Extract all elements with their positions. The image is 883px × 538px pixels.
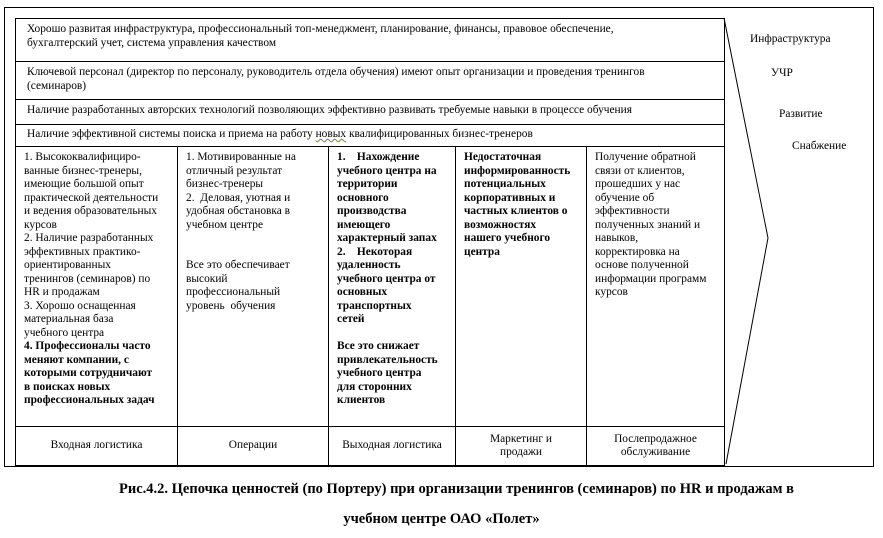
support-row-text-prefix: Наличие эффективной системы поиска и приема на работу [27,128,316,140]
primary-cell-line: нашего учебного [464,232,551,244]
primary-cell-line: и ведения образовательных [24,205,158,217]
primary-cell-line: полученных знаний и [595,218,701,231]
primary-cell-line: 1. Нахождение [337,151,420,163]
primary-cell-line: для сторонних [337,380,412,393]
primary-title-marketing-sales [456,427,587,466]
figure-caption [0,474,883,534]
primary-title-inbound-logistics [16,427,178,466]
primary-cell-line: учебного центра [337,367,422,379]
primary-cell-line: уровень обучения [186,299,276,312]
primary-cell-line: основе полученной [595,259,689,271]
primary-title-text: обслуживание [620,446,691,458]
primary-cell-line: практической деятельности [24,191,159,204]
support-label-hr: УЧР [771,67,793,79]
support-label-infrastructure: Инфраструктура [750,33,831,45]
primary-cell-line: удаленность [337,259,401,271]
primary-cell-line: Получение обратной [595,151,696,163]
primary-cell-line: профессиональный [186,286,281,298]
primary-cell-line: транспортных [337,299,412,312]
support-row-text [27,128,713,142]
primary-cell-outbound-logistics [329,147,456,427]
primary-cell-line: 2. Наличие разработанных [24,232,154,244]
primary-cell-line: HR и продажам [24,286,100,298]
primary-cell-line: имеющего [337,218,391,231]
primary-cell-line: 2. Деловая, уютная и [186,191,291,204]
primary-cell-line: ванные бизнес-тренеры, [24,164,142,177]
primary-cell-line: возможностях [464,218,537,231]
primary-cell-line: 1. Высококвалифициро- [24,151,141,163]
primary-cell-line: учебного центра от [337,272,436,285]
primary-cell-line: характерный запах [337,232,437,244]
primary-cell-line [186,232,321,246]
primary-cell-line: 3. Хорошо оснащенная [24,299,136,312]
support-row-text-suffix: квалифицированных бизнес-тренеров [346,128,533,140]
primary-title-outbound-logistics [329,427,456,466]
primary-title-text: Маркетинг и [490,432,552,445]
support-row-text: Наличие разработанных авторских технологий позволяющих эффективно развивать требуемые навыки в процессе обучения [27,104,632,116]
support-row-infrastructure [16,19,725,62]
primary-cell-line: обучение об [595,191,655,204]
primary-cell-line: основных [337,286,388,298]
primary-cell-line: материальная база [24,313,114,325]
primary-title-text: Выходная логистика [342,439,442,452]
primary-cell-line: производства [337,205,407,217]
primary-title-operations [178,427,329,466]
primary-cell-after-sales-service [587,147,725,427]
primary-cell-line: 4. Профессионалы часто [24,340,151,352]
support-label-development: Развитие [779,108,823,120]
primary-cell-line: отличный результат [186,164,283,177]
primary-cell-line: привлекательность [337,353,438,366]
primary-cell-operations [178,147,329,427]
support-row-text: Ключевой персонал (директор по персоналу, руководитель отдела обучения) имеют опыт организации и проведения тренингов [27,66,645,78]
primary-cell-line: 1. Мотивированные на [186,151,296,163]
primary-cell-marketing-sales [456,147,587,427]
caption-line-1: Рис.4.2. Цепочка ценностей (по Портеру) при организации тренингов (семинаров) по HR и продажам в [118,481,794,497]
support-row-text: (семинаров) [27,79,87,92]
primary-cell-line: 2. Некоторая [337,245,413,258]
primary-cell-line: корпоративных и [464,191,556,204]
primary-cell-line: профессиональных задач [24,394,155,406]
primary-cell-line: Все это обеспечивает [186,259,290,271]
primary-cell-line: Недостаточная [464,151,542,163]
primary-cell-line: курсов [595,286,628,298]
primary-cell-line: информации программ [595,272,707,285]
primary-cell-line: потенциальных [464,178,546,190]
primary-cell-inbound-logistics [16,147,178,427]
primary-cell-line: основного [337,191,389,204]
primary-cell-line: в поисках новых [24,380,111,393]
primary-cell-line: учебного центра [24,326,105,339]
primary-cell-line: высокий [186,272,228,285]
primary-cell-line: прошедших у нас [595,178,681,190]
primary-title-text: Операции [228,439,278,452]
primary-cell-line: удобная обстановка в [186,205,291,217]
primary-cell-line: меняют компании, с [24,353,129,366]
support-row-text-underlined: новых [315,128,347,140]
support-row-procurement [16,125,725,147]
primary-cell-line: ориентированных [24,259,111,271]
primary-cell-line: эффективных практико- [24,245,141,258]
primary-cell-line: эффективности [595,205,670,217]
primary-cell-line: частных клиентов о [464,205,568,217]
primary-cell-line [337,327,448,341]
primary-cell-line: территории [337,178,398,190]
support-row-text: Хорошо развитая инфраструктура, профессиональный топ-менеджмент, планирование, финансы, правовое обеспечение, [27,23,614,35]
primary-cell-line: сетей [337,313,365,325]
primary-title-text: продажи [500,446,542,458]
primary-cell-line: бизнес-тренеры [186,178,264,190]
primary-cell-line [186,246,321,260]
primary-cell-line: курсов [24,218,57,231]
primary-title-text: Послепродажное [614,432,697,445]
support-row-text: бухгалтерский учет, система управления качеством [27,36,277,49]
primary-cell-line: связи от клиентов, [595,164,685,177]
primary-cell-line: навыков, [595,232,639,244]
primary-title-after-sales-service [587,427,725,466]
support-row-development [16,100,725,125]
primary-cell-line: учебном центре [186,218,264,231]
caption-line-2: учебном центре ОАО «Полет» [343,511,540,527]
support-row-hr [16,62,725,100]
primary-cell-line: Все это снижает [337,340,420,352]
primary-title-text: Входная логистика [50,439,143,452]
primary-cell-line: тренингов (семинаров) по [24,272,151,285]
primary-cell-line: которыми сотрудничают [24,367,153,379]
primary-cell-line: центра [464,245,500,258]
primary-cell-line: имеющие большой опыт [24,178,144,190]
primary-cell-line: клиентов [337,394,386,406]
support-label-procurement: Снабжение [792,140,847,152]
value-chain-table [15,18,725,466]
arrow-outline [724,18,768,464]
primary-cell-line: корректировка на [595,245,680,258]
primary-cell-line: учебного центра на [337,164,437,177]
primary-cell-line: информированность [464,164,571,177]
